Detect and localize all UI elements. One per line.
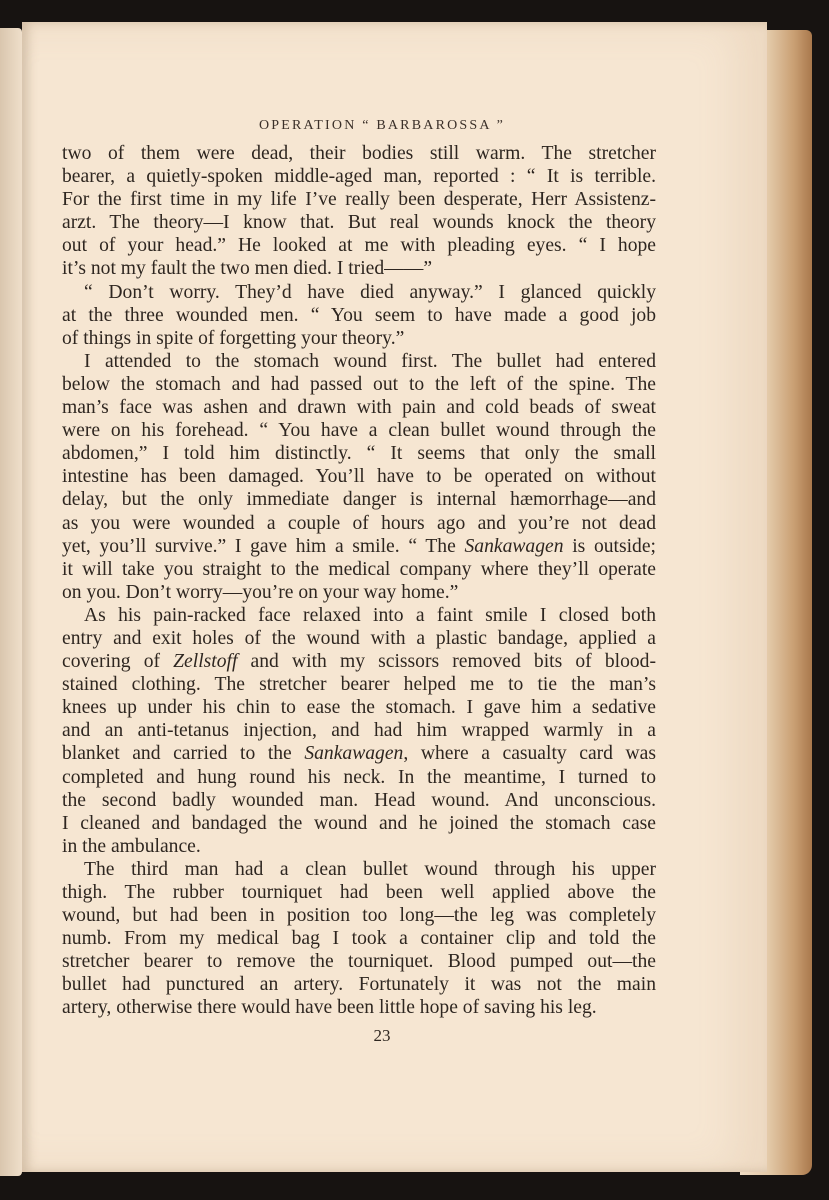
text-line: it’s not my fault the two men died. I tried——”	[62, 258, 433, 280]
text-line: it will take you straight to the medical company where they’ll operate	[62, 558, 656, 580]
italic-term: Sankawagen	[464, 535, 564, 557]
text-line	[62, 742, 656, 765]
previous-page-edge	[0, 28, 22, 1176]
page-number: 23	[373, 1026, 391, 1045]
book-page	[22, 22, 767, 1172]
text-line: I cleaned and bandaged the wound and he joined the stomach case	[62, 812, 656, 834]
text-line: artery, otherwise there would have been little hope of saving his leg.	[62, 997, 597, 1019]
text-segment: is outside;	[563, 535, 656, 557]
italic-term: Zellstoff	[173, 651, 238, 673]
text-line: numb. From my medical bag I took a container clip and told the	[62, 928, 656, 950]
text-line: For the first time in my life I’ve really been desperate, Herr Assistenz-	[62, 189, 656, 211]
text-line: stretcher bearer to remove the tourniquet. Blood pumped out—the	[62, 951, 656, 973]
text-line: bullet had punctured an artery. Fortunately it was not the main	[62, 974, 656, 996]
text-line: in the ambulance.	[62, 835, 201, 857]
text-line: “ Don’t worry. They’d have died anyway.” I glanced quickly	[84, 281, 656, 303]
text-line: The third man had a clean bullet wound through his upper	[84, 858, 656, 880]
text-segment: blanket and carried to the	[62, 743, 305, 765]
text-line: stained clothing. The stretcher bearer helped me to tie the man’s	[62, 674, 656, 696]
text-line: bearer, a quietly-spoken middle-aged man, reported : “ It is terrible.	[62, 166, 656, 188]
text-line: on you. Don’t worry—you’re on your way home.”	[62, 581, 459, 603]
text-line	[62, 650, 656, 673]
text-line: out of your head.” He looked at me with pleading eyes. “ I hope	[62, 235, 656, 257]
text-line: below the stomach and had passed out to the left of the spine. The	[62, 373, 656, 395]
text-line: entry and exit holes of the wound with a plastic bandage, applied a	[62, 627, 656, 649]
text-line: wound, but had been in position too long—the leg was completely	[62, 905, 656, 927]
text-line: intestine has been damaged. You’ll have to be operated on without	[62, 466, 656, 488]
text-line: thigh. The rubber tourniquet had been well applied above the	[62, 882, 656, 903]
text-line: the second badly wounded man. Head wound. And unconscious.	[62, 789, 656, 811]
text-line: were on his forehead. “ You have a clean bullet wound through the	[62, 420, 656, 442]
text-line: and an anti-tetanus injection, and had him wrapped warmly in a	[62, 720, 656, 742]
text-line: of things in spite of forgetting your theory.”	[62, 327, 405, 349]
text-line: completed and hung round his neck. In the meantime, I turned to	[62, 766, 656, 788]
running-head: OPERATION “ BARBAROSSA ”	[258, 118, 506, 133]
text-segment: and with my scissors removed bits of blood-	[237, 651, 656, 673]
text-line: I attended to the stomach wound first. The bullet had entered	[84, 350, 656, 372]
italic-term: Sankawagen	[304, 743, 404, 765]
body-text	[62, 142, 656, 1020]
text-line: As his pain-racked face relaxed into a faint smile I closed both	[84, 604, 656, 626]
text-line: two of them were dead, their bodies still warm. The stretcher	[62, 143, 656, 164]
text-line: delay, but the only immediate danger is internal hæmorrhage—and	[62, 489, 656, 511]
text-line: knees up under his chin to ease the stomach. I gave him a sedative	[62, 697, 656, 719]
text-line	[62, 535, 656, 558]
text-line: as you were wounded a couple of hours ago and you’re not dead	[62, 512, 656, 534]
text-segment: covering of	[62, 651, 174, 673]
text-line: man’s face was ashen and drawn with pain and cold beads of sweat	[62, 397, 656, 419]
text-line: abdomen,” I told him distinctly. “ It seems that only the small	[62, 443, 656, 465]
text-line: at the three wounded men. “ You seem to have made a good job	[62, 304, 656, 326]
text-line: arzt. The theory—I know that. But real wounds knock the theory	[62, 212, 656, 234]
text-segment: yet, you’ll survive.” I gave him a smile. “ The	[62, 535, 465, 557]
text-segment: , where a casualty card was	[403, 743, 656, 765]
